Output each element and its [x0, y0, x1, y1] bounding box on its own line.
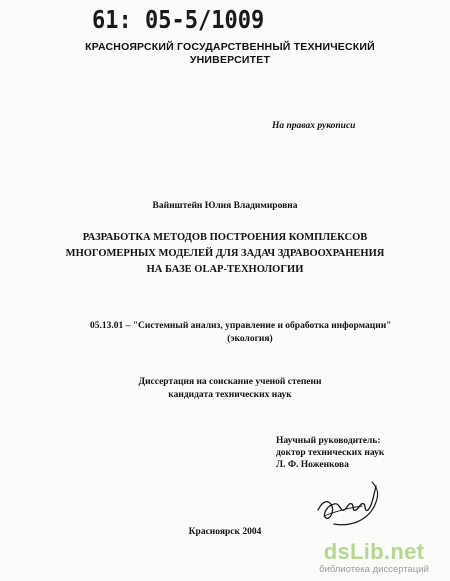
specialty-line-2: (экология) — [227, 334, 273, 344]
dslib-watermark — [300, 540, 448, 580]
watermark-subtitle: библиотека диссертаций — [319, 564, 429, 575]
watermark-brand: dsLib.net — [323, 539, 425, 564]
author-name: Вайнштейн Юлия Владимировна — [152, 201, 298, 211]
title-line-2: МНОГОМЕРНЫХ МОДЕЛЕЙ ДЛЯ ЗАДАЧ ЗДРАВООХРАНЕНИЯ — [65, 248, 385, 259]
university-name — [60, 41, 400, 67]
degree-statement — [80, 376, 380, 402]
supervisor-name: Л. Ф. Ноженкова — [276, 460, 349, 470]
handwritten-signature — [314, 472, 386, 532]
university-line-2: УНИВЕРСИТЕТ — [189, 54, 271, 66]
title-line-3: НА БАЗЕ OLAP-ТЕХНОЛОГИИ — [146, 264, 304, 275]
supervisor-block — [276, 435, 384, 471]
dissertation-title — [60, 230, 390, 278]
degree-line-1: Диссертация на соискание ученой степени — [138, 377, 322, 387]
specialty-code — [90, 320, 410, 346]
title-line-1: РАЗРАБОТКА МЕТОДОВ ПОСТРОЕНИЯ КОМПЛЕКСОВ — [82, 232, 368, 243]
archive-number-handwritten: 61: 05-5/1009 — [92, 6, 265, 35]
specialty-line-1: 05.13.01 – "Системный анализ, управление и обработка информации" — [90, 321, 392, 331]
manuscript-note: На правах рукописи — [272, 121, 356, 131]
university-line-1: КРАСНОЯРСКИЙ ГОСУДАРСТВЕННЫЙ ТЕХНИЧЕСКИЙ — [85, 41, 375, 53]
supervisor-heading: Научный руководитель: — [276, 436, 381, 446]
city-and-year: Красноярск 2004 — [188, 527, 262, 537]
degree-line-2: кандидата технических наук — [168, 390, 292, 400]
supervisor-degree: доктор технических наук — [276, 448, 385, 458]
